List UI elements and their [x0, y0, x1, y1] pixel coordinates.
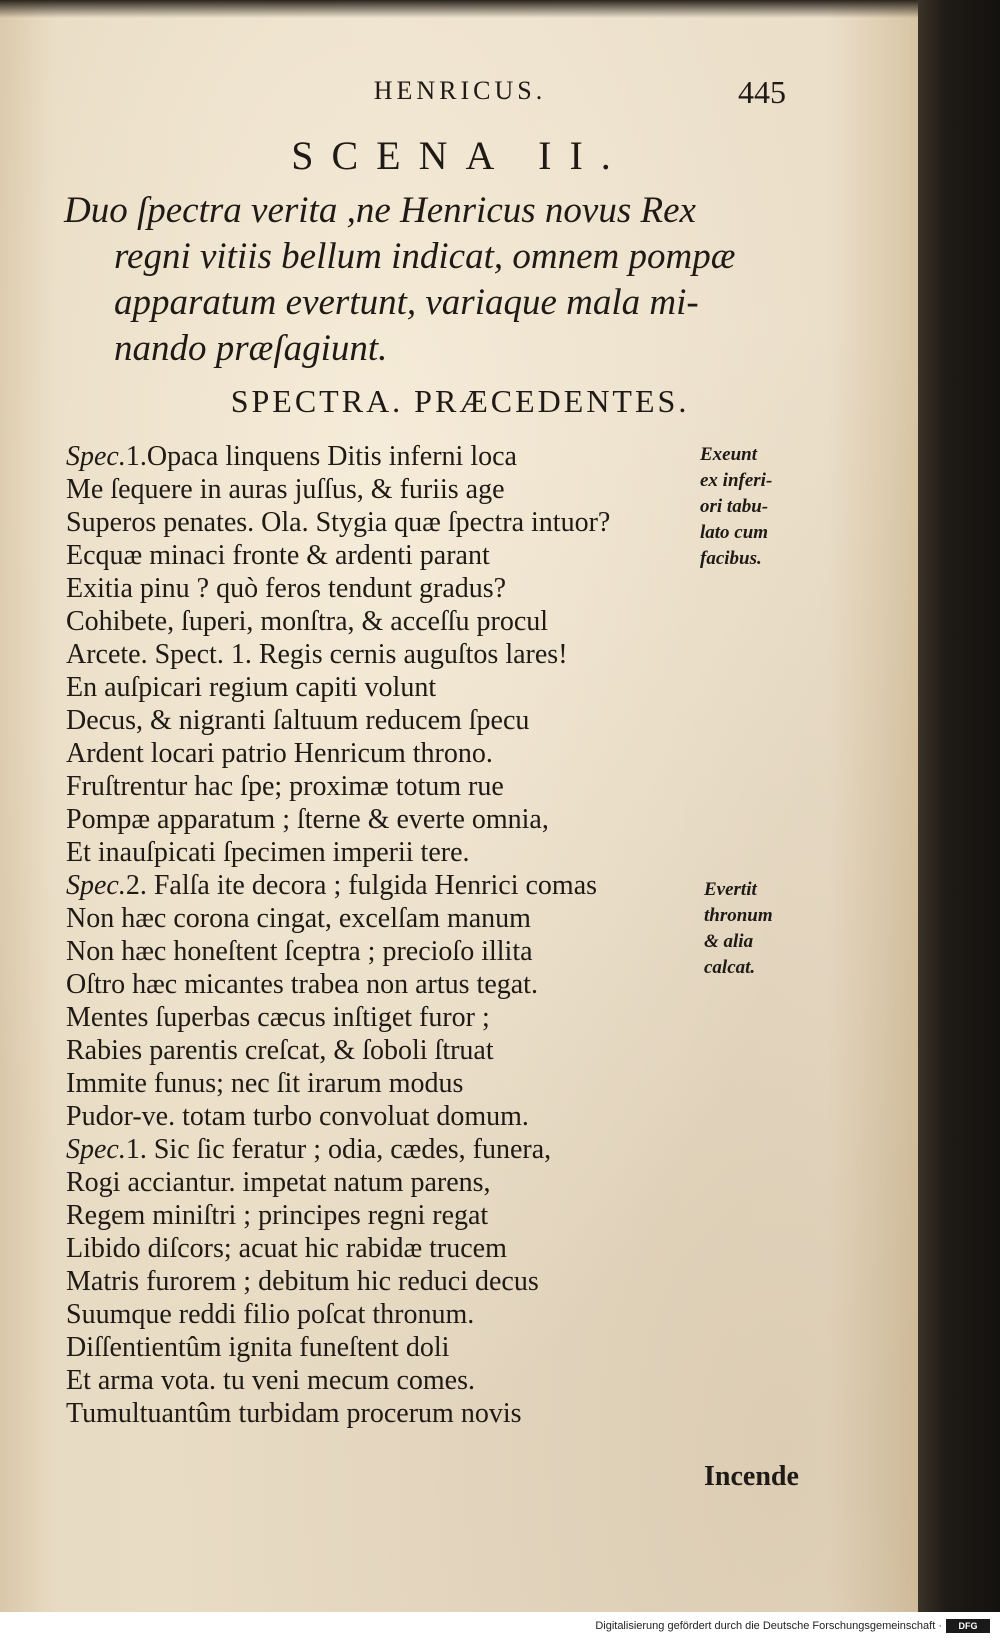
speaker-label: Spec.	[66, 1134, 126, 1165]
verse-line	[66, 902, 686, 935]
verse-line	[66, 1067, 686, 1100]
note-line: facibus.	[700, 548, 762, 569]
scene-argument	[64, 188, 824, 372]
verse-line	[66, 1133, 686, 1166]
verse-line	[66, 1001, 686, 1034]
verse-line	[66, 1166, 686, 1199]
verse-text: Libido diſcors; acuat hic rabidæ trucem	[66, 1233, 507, 1264]
verse-text: Matris furorem ; debitum hic reduci decus	[66, 1266, 539, 1297]
note-line: calcat.	[704, 957, 756, 978]
verse-text: En auſpicari regium capiti volunt	[66, 672, 437, 703]
verse-text: Tumultuantûm turbidam procerum novis	[66, 1398, 522, 1429]
verse-line	[66, 1265, 686, 1298]
argument-line: Duo ſpectra verita ,ne Henricus novus Rex	[64, 190, 696, 231]
verse-text: 2. Falſa ite decora ; fulgida Henrici comas	[125, 870, 598, 901]
argument-line: nando præſagiunt.	[114, 328, 388, 369]
page-shadow	[0, 0, 920, 18]
verse-line	[66, 836, 686, 869]
verse-text: Pompæ apparatum ; ſterne & everte omnia,	[66, 804, 549, 835]
verse-text: Decus, & nigranti ſaltuum reducem ſpecu	[66, 705, 530, 736]
note-line: ori tabu-	[700, 496, 769, 517]
argument-line: regni vitiis bellum indicat, omnem pompæ	[114, 236, 736, 277]
note-line: Exeunt	[700, 444, 758, 465]
verse-line	[66, 572, 686, 605]
dfg-logo: DFG	[946, 1619, 990, 1633]
verse-line	[66, 704, 686, 737]
note-line: & alia	[704, 931, 754, 952]
verse-line	[66, 1397, 686, 1430]
verse-line	[66, 539, 686, 572]
verse-text: Pudor-ve. totam turbo convoluat domum.	[66, 1101, 529, 1132]
verse-line	[66, 1331, 686, 1364]
verse-line	[66, 1364, 686, 1397]
stage-direction-note	[704, 877, 773, 981]
verse-text: Arcete. Spect. 1. Regis cernis auguſtos lares!	[66, 639, 568, 670]
verse-text: Ecquæ minaci fronte & ardenti parant	[66, 540, 490, 571]
running-head: HENRICUS.	[373, 76, 547, 105]
verse-line	[66, 803, 686, 836]
verse-text: Rogi acciantur. impetat natum parens,	[66, 1167, 491, 1198]
verse-text: 1.Opaca linquens Ditis inferni loca	[125, 441, 517, 472]
verse-line	[66, 1034, 686, 1067]
verse-text: Immite funus; nec ſit irarum modus	[66, 1068, 464, 1099]
note-line: thronum	[704, 905, 773, 926]
verse-text: Rabies parentis creſcat, & ſoboli ſtruat	[66, 1035, 494, 1066]
page-number: 445	[738, 74, 786, 110]
verse-text: Fruſtrentur hac ſpe; proximæ totum rue	[66, 771, 504, 802]
verse-line	[66, 1100, 686, 1133]
verse-text: Superos penates. Ola. Stygia quæ ſpectra intuor?	[66, 507, 611, 538]
verse-text: Regem miniſtri ; principes regni regat	[66, 1200, 489, 1231]
verse-line	[66, 473, 686, 506]
verse-line	[66, 605, 686, 638]
catchword: Incende	[704, 1461, 799, 1492]
verse-text: Exitia pinu ? quò feros tendunt gradus?	[66, 573, 507, 604]
verse-text: Cohibete, ſuperi, monſtra, & acceſſu procul	[66, 606, 549, 637]
cast-heading: SPECTRA. PRÆCEDENTES.	[230, 383, 690, 419]
verse-text: Diſſentientûm ignita funeſtent doli	[66, 1332, 450, 1363]
verse-line	[66, 1199, 686, 1232]
digitization-credit: Digitalisierung gefördert durch die Deutsche Forschungsgemeinschaft ·	[595, 1620, 942, 1632]
argument-line: apparatum evertunt, variaque mala mi-	[114, 282, 699, 323]
verse-text: Oſtro hæc micantes trabea non artus tegat.	[66, 969, 538, 1000]
note-line: lato cum	[700, 522, 769, 543]
verse-line	[66, 506, 686, 539]
verse-line	[66, 1298, 686, 1331]
verse-line	[66, 968, 686, 1001]
verse-line	[66, 440, 686, 473]
scan-border	[918, 0, 1000, 1612]
scene-title: SCENA II.	[291, 133, 629, 178]
verse-text: Non hæc honeſtent ſceptra ; precioſo illita	[66, 936, 533, 967]
verse-text: Et inauſpicati ſpecimen imperii tere.	[66, 837, 470, 868]
speaker-label: Spec.	[66, 441, 126, 472]
verse-text: 1. Sic ſic feratur ; odia, cædes, funera,	[125, 1134, 552, 1165]
verse-line	[66, 935, 686, 968]
verse-line	[66, 1232, 686, 1265]
verse-text: Non hæc corona cingat, excelſam manum	[66, 903, 531, 934]
verse-line	[66, 770, 686, 803]
verse-line	[66, 737, 686, 770]
verse-text: Mentes ſuperbas cæcus inſtiget furor ;	[66, 1002, 490, 1033]
note-line: ex inferi-	[700, 470, 773, 491]
verse-text: Ardent locari patrio Henricum throno.	[66, 738, 493, 769]
verse-line	[66, 671, 686, 704]
speaker-label: Spec.	[66, 870, 126, 901]
stage-direction-note	[700, 442, 772, 572]
verse-text: Suumque reddi filio poſcat thronum.	[66, 1299, 475, 1330]
verse-line	[66, 638, 686, 671]
verse-block	[66, 440, 686, 1430]
verse-text: Me ſequere in auras juſſus, & furiis age	[66, 474, 505, 505]
verse-line	[66, 869, 686, 902]
note-line: Evertit	[704, 879, 757, 900]
verse-text: Et arma vota. tu veni mecum comes.	[66, 1365, 475, 1396]
